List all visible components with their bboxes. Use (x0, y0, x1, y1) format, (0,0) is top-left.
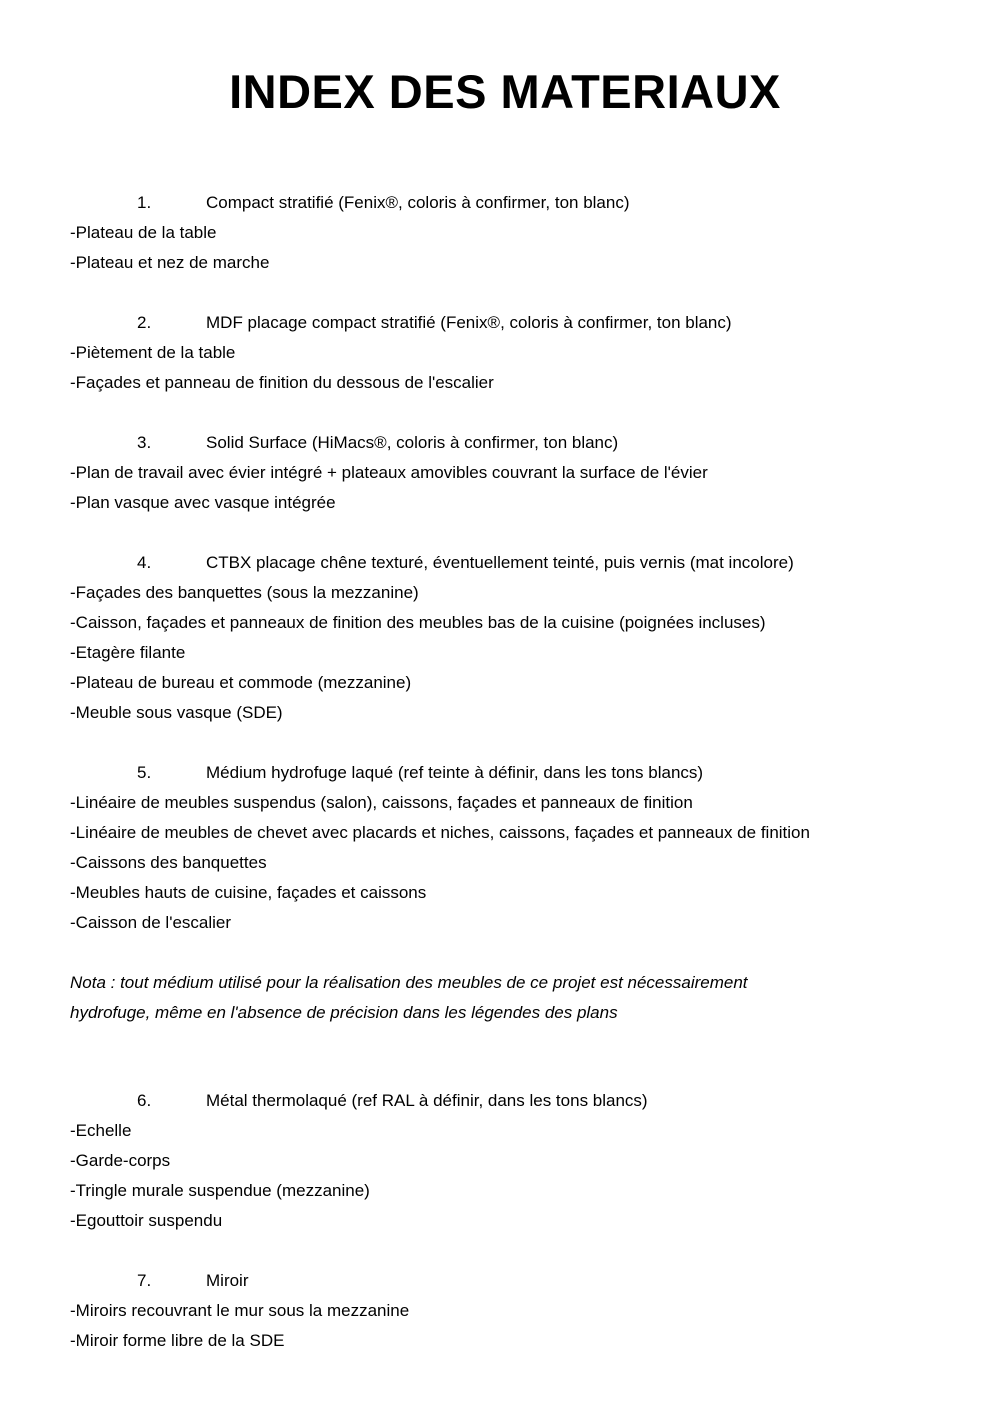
material-item: -Linéaire de meubles suspendus (salon), caissons, façades et panneaux de finition (70, 793, 693, 812)
section-number: 1. (137, 193, 152, 212)
section-number: 2. (137, 313, 152, 332)
section-title: MDF placage compact stratifié (Fenix®, coloris à confirmer, ton blanc) (206, 313, 732, 332)
material-item: -Plateau de la table (70, 223, 217, 242)
section-heading (70, 1266, 940, 1296)
material-section (70, 188, 940, 278)
material-section (70, 308, 940, 398)
nota-line: Nota : tout médium utilisé pour la réalisation des meubles de ce projet est nécessairement (70, 973, 748, 992)
material-item: -Caissons des banquettes (70, 853, 267, 872)
section-number: 4. (137, 553, 152, 572)
section-number: 7. (137, 1271, 152, 1290)
material-item: -Meuble sous vasque (SDE) (70, 703, 283, 722)
material-item: -Garde-corps (70, 1151, 171, 1170)
material-item: -Echelle (70, 1121, 132, 1140)
section-title: Métal thermolaqué (ref RAL à définir, dans les tons blancs) (206, 1091, 648, 1110)
material-item: -Egouttoir suspendu (70, 1211, 223, 1230)
material-item: -Façades des banquettes (sous la mezzanine) (70, 583, 419, 602)
nota-line: hydrofuge, même en l'absence de précision dans les légendes des plans (70, 1003, 618, 1022)
materials-list (70, 188, 940, 1356)
material-item: -Meubles hauts de cuisine, façades et caissons (70, 883, 427, 902)
material-item: -Plateau et nez de marche (70, 253, 270, 272)
material-item: -Plan vasque avec vasque intégrée (70, 493, 336, 512)
section-title: Solid Surface (HiMacs®, coloris à confirmer, ton blanc) (206, 433, 619, 452)
section-title: Miroir (206, 1271, 249, 1290)
section-title: Compact stratifié (Fenix®, coloris à confirmer, ton blanc) (206, 193, 630, 212)
material-item: -Tringle murale suspendue (mezzanine) (70, 1181, 370, 1200)
material-item: -Linéaire de meubles de chevet avec placards et niches, caissons, façades et panneaux de finition (70, 823, 810, 842)
material-item: -Plateau de bureau et commode (mezzanine) (70, 673, 412, 692)
page-title: INDEX DES MATERIAUX (229, 65, 781, 118)
section-heading (70, 758, 940, 788)
material-item: -Piètement de la table (70, 343, 236, 362)
material-section (70, 1086, 940, 1236)
section-heading (70, 428, 940, 458)
section-heading (70, 188, 940, 218)
section-title: CTBX placage chêne texturé, éventuellement teinté, puis vernis (mat incolore) (206, 553, 794, 572)
material-item: -Miroir forme libre de la SDE (70, 1331, 285, 1350)
material-section (70, 1266, 940, 1356)
material-item: -Etagère filante (70, 643, 186, 662)
material-item: -Miroirs recouvrant le mur sous la mezzanine (70, 1301, 410, 1320)
section-number: 5. (137, 763, 152, 782)
material-item: -Caisson, façades et panneaux de finition des meubles bas de la cuisine (poignées incluses) (70, 613, 766, 632)
section-title: Médium hydrofuge laqué (ref teinte à définir, dans les tons blancs) (206, 763, 704, 782)
nota-paragraph (70, 968, 940, 1028)
material-item: -Caisson de l'escalier (70, 913, 232, 932)
section-number: 3. (137, 433, 152, 452)
section-number: 6. (137, 1091, 152, 1110)
section-heading (70, 548, 940, 578)
material-section (70, 548, 940, 728)
material-item: -Façades et panneau de finition du dessous de l'escalier (70, 373, 494, 392)
section-heading (70, 1086, 940, 1116)
material-section (70, 758, 940, 938)
material-section (70, 428, 940, 518)
material-item: -Plan de travail avec évier intégré + plateaux amovibles couvrant la surface de l'évier (70, 463, 708, 482)
section-heading (70, 308, 940, 338)
